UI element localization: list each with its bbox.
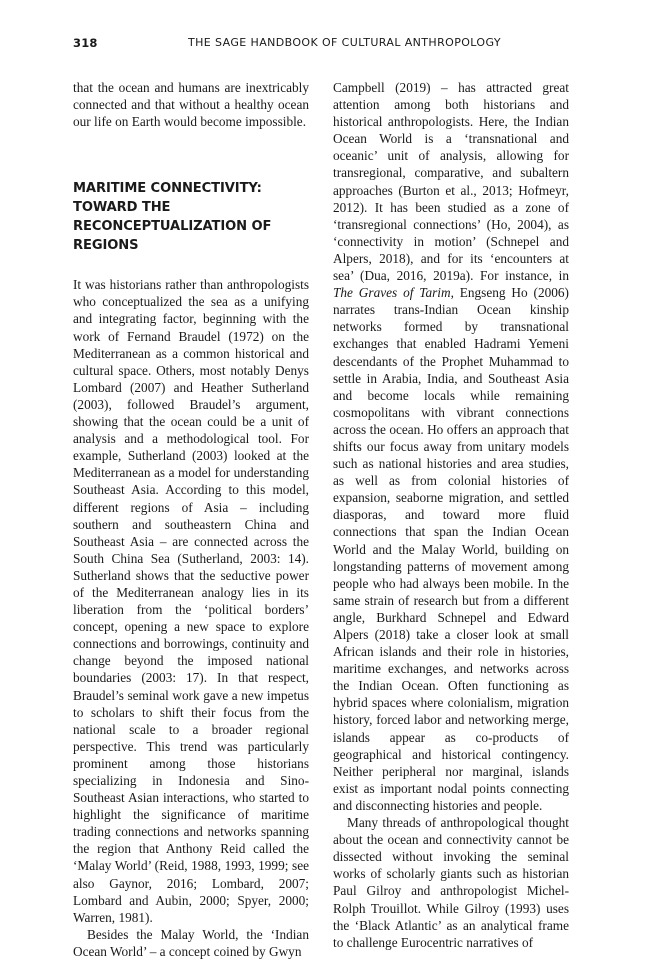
left-column bbox=[73, 79, 309, 960]
right-column bbox=[333, 79, 569, 951]
paragraph-text: , Engseng Ho (2006) narrates trans-Indian Ocean kinship networks formed by transnational exchanges that enabled Hadrami Yemeni descendants of the Prophet Muhammad to settle in Arabia, India, and Southeast Asia and become locals while remaining cosmopolitans with vibrant connections across the ocean. Ho offers an approach that shifts our focus away from unitary models such as national histories and area studies, as well as from colonial histories of expansion, seaborne migration, and settled diasporas, and toward more fluid connections that span the Indian Ocean World and the Malay World, building on longstanding patterns of movement among people who had always been mobile. In the same strain of research but from a different angle, Burkhard Schnepel and Edward Alpers (2018) take a closer look at small African islands and their role in histories, maritime exchanges, and networks across the Indian Ocean. Often functioning as hybrid spaces where colonialism, migration history, forced labor and networking merge, islands appear as co-products of geographical and historical contingency. Neither peripheral nor marginal, islands exist as important nodal points connecting and disconnecting histories and people. bbox=[333, 285, 569, 813]
paragraph: Many threads of anthropological thought about the ocean and connectivity cannot be dissected without invoking the seminal works of scholarly giants such as historian Paul Gilroy and anthropologist Michel-Rolph Trouillot. While Gilroy (1993) uses the ‘Black Atlantic’ as an analytical frame to challenge Eurocentric narratives of bbox=[333, 815, 569, 950]
paragraph: Besides the Malay World, the ‘Indian Ocean World’ – a concept coined by Gwyn bbox=[73, 926, 309, 959]
continued-paragraph bbox=[333, 79, 569, 814]
section-heading: MARITIME CONNECTIVITY: TOWARD THE RECONCEPTUALIZATION OF REGIONS bbox=[73, 181, 272, 254]
page-number: 318 bbox=[73, 36, 98, 50]
paragraph-text: Campbell (2019) – has attracted great attention among both historians and historical anthropologists. Here, the Indian Ocean World is a ‘transnational and oceanic’ unit of analysis, allowing for transregional, comparative, and subaltern approaches (Burton et al., 2013; Hofmeyr, 2012). It has been studied as a zone of ‘transregional connections’ (Ho, 2004), as ‘connectivity in motion’ (Schnepel and Alpers, 2018), and for its ‘encounters at sea’ (Dua, 2016, 2019a). For instance, in bbox=[333, 80, 569, 284]
page-header bbox=[73, 36, 583, 52]
book-title: The Graves of Tarim bbox=[333, 285, 451, 301]
continued-paragraph: that the ocean and humans are inextricably connected and that without a healthy ocean our life on Earth would become impossible. bbox=[73, 80, 309, 130]
paragraph: It was historians rather than anthropologists who conceptualized the sea as a unifying and integrating factor, beginning with the work of Fernand Braudel (1972) on the Mediterranean as a common historical and cultural space. Others, most notably Denys Lombard (2007) and Heather Sutherland (2003), followed Braudel’s argument, showing that the ocean could be a unit of analysis and a methodological tool. For example, Sutherland (2003) looked at the Mediterranean as a model for understanding Southeast Asia. According to this model, different regions of Asia – including southern and southeastern China and Southeast Asia – are connected across the South China Sea (Sutherland, 2003: 14). Sutherland shows that the seductive power of the Mediterranean analogy lies in its liberation from the ‘political borders’ concept, opening a new space to explore connections and borrowings, continuity and change beyond the imposed national boundaries (2003: 17). In that respect, Braudel’s seminal work gave a new impetus to scholars to shift their focus from the national scale to a broader regional perspective. This trend was particularly prominent among those historians specializing in Indonesia and Sino-Southeast Asian interactions, who started to highlight the significance of maritime trading connections and networks spanning the region that Anthony Reid called the ‘Malay World’ (Reid, 1988, 1993, 1999; see also Gaynor, 2016; Lombard, 2007; Lombard and Aubin, 2000; Spyer, 2000; Warren, 1981). bbox=[73, 277, 309, 925]
running-title: THE SAGE HANDBOOK OF CULTURAL ANTHROPOLOGY bbox=[188, 36, 501, 49]
